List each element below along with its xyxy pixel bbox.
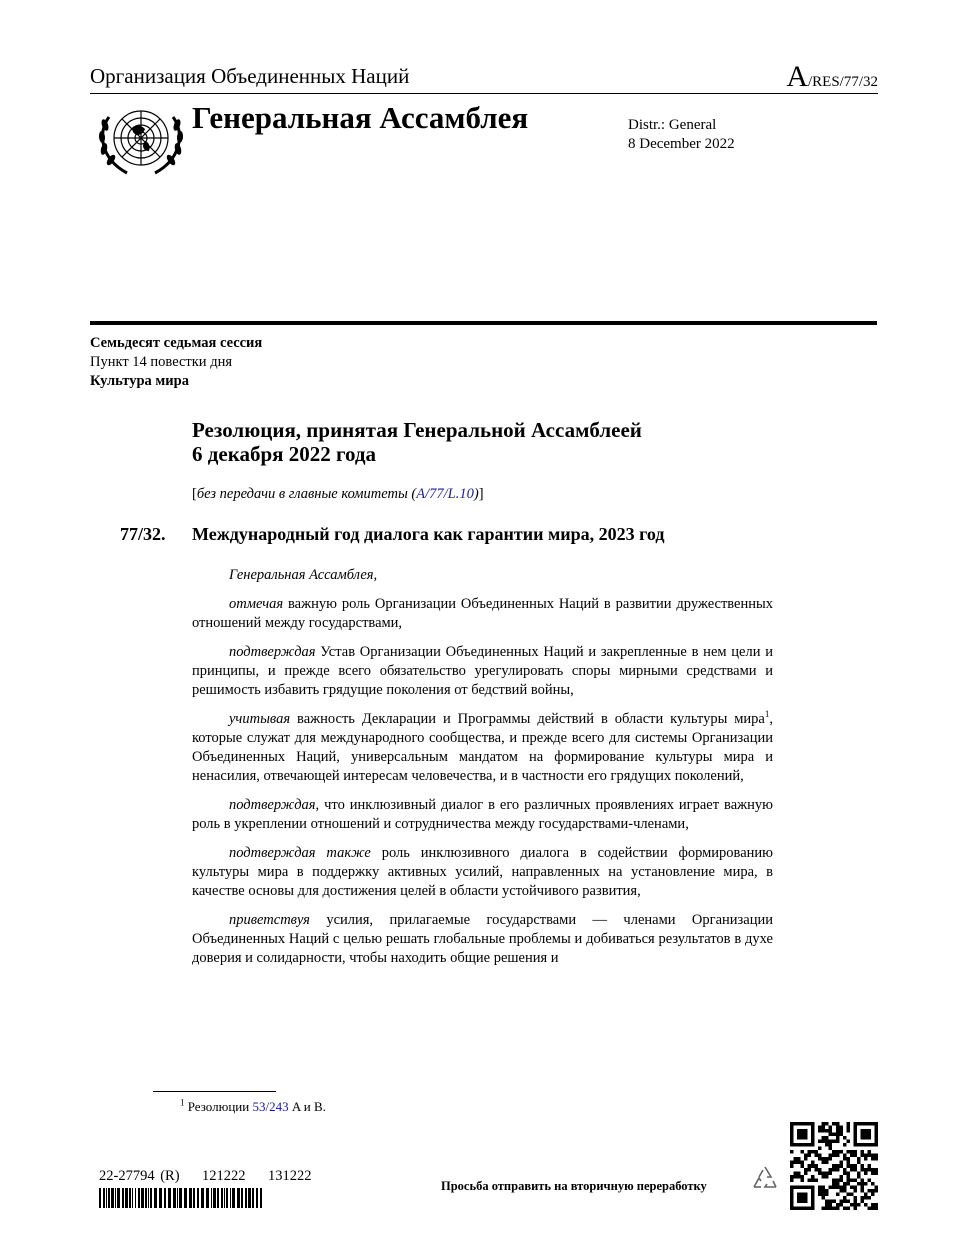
footnote-mark: 1 (180, 1097, 185, 1108)
preamble-paragraph: подтверждая также роль инклюзивного диалога в содействии формированию культуры мира в поддержку активных усилий, направленных на установление мира, в качестве основы для достижения целей в области устойчивого развития, (192, 845, 774, 899)
distribution-block (628, 116, 735, 154)
note-text: без передачи в главные комитеты ( (196, 486, 417, 502)
document-date: 8 December 2022 (628, 136, 735, 152)
session-rule (90, 321, 877, 325)
general-assembly-title: Генеральная Ассамблея (192, 100, 529, 135)
symbol-prefix: A (786, 60, 808, 93)
footnote-ref[interactable]: 1 (764, 709, 770, 720)
note-bracket-open: [ (192, 486, 197, 502)
resolution-heading: Международный год диалога как гарантии мира, 2023 год (192, 524, 665, 544)
document-link[interactable]: A/77/L.10 (416, 486, 474, 502)
footnote: $^1$ Резолюции 53/243 A и B. (180, 1097, 326, 1114)
resolution-body (192, 566, 773, 968)
document-code: 22-27794 (R) 121222 131222 (99, 1168, 312, 1184)
symbol-rest: /RES/77/32 (807, 74, 878, 90)
committee-note (192, 486, 484, 503)
barcode-icon (99, 1188, 263, 1208)
note-bracket-close: ] (478, 486, 484, 502)
session-block (90, 334, 262, 391)
un-emblem-icon (93, 99, 189, 181)
preamble-paragraph: отмечая важную роль Организации Объединенных Наций в развитии дружественных отношений между государствами, (192, 596, 773, 631)
agenda-item: Пункт 14 повестки дня (90, 354, 232, 370)
resolution-title-line1: Резолюция, принятая Генеральной Ассамблеей (192, 418, 642, 442)
footnote-link[interactable]: 53/243 (252, 1099, 289, 1114)
session-name: Семьдесят седьмая сессия (90, 335, 263, 351)
recycle-icon (749, 1163, 781, 1195)
body-intro: Генеральная Ассамблея, (229, 567, 378, 583)
distribution-label: Distr.: General (628, 117, 717, 133)
organization-name: Организация Объединенных Наций (90, 64, 410, 88)
document-symbol (786, 60, 878, 94)
qr-code-icon (790, 1122, 878, 1210)
recycle-note: Просьба отправить на вторичную переработку (441, 1179, 707, 1193)
preamble-paragraph: подтверждая, что инклюзивный диалог в его различных проявлениях играет важную роль в укреплении отношений и сотрудничества между государствами-членами, (192, 797, 773, 832)
resolution-title-line2: 6 декабря 2022 года (192, 442, 377, 466)
preamble-paragraph: приветствуя усилия, прилагаемые государствами — членами Организации Объединенных Наций с целью решать глобальные проблемы и добиваться результатов в духе доверия и солидарности, чтобы находить общие решения и (192, 912, 773, 966)
preamble-paragraph: подтверждая Устав Организации Объединенных Наций и закрепленные в нем цели и принципы, и прежде всего обязательство урегулировать споры мирными средствами и решимость избавить грядущие поколения от бедствий войны, (192, 644, 773, 698)
footnote-rule (153, 1091, 276, 1092)
preamble-paragraph: учитывая важность Декларации и Программы действий в области культуры мира$^1$, которые служат для международного сообщества, и прежде всего для системы Организации Объединенных Наций, универсальным мандатом на формирование культуры мира и ненасилия, отвечающей интересам человечества, и в частности его грядущих поколений, (192, 709, 773, 784)
note-paren-close: ) (473, 486, 479, 502)
agenda-topic: Культура мира (90, 373, 189, 389)
resolution-number: 77/32. (120, 524, 166, 544)
header-rule (90, 93, 878, 94)
resolution-title (192, 418, 642, 466)
